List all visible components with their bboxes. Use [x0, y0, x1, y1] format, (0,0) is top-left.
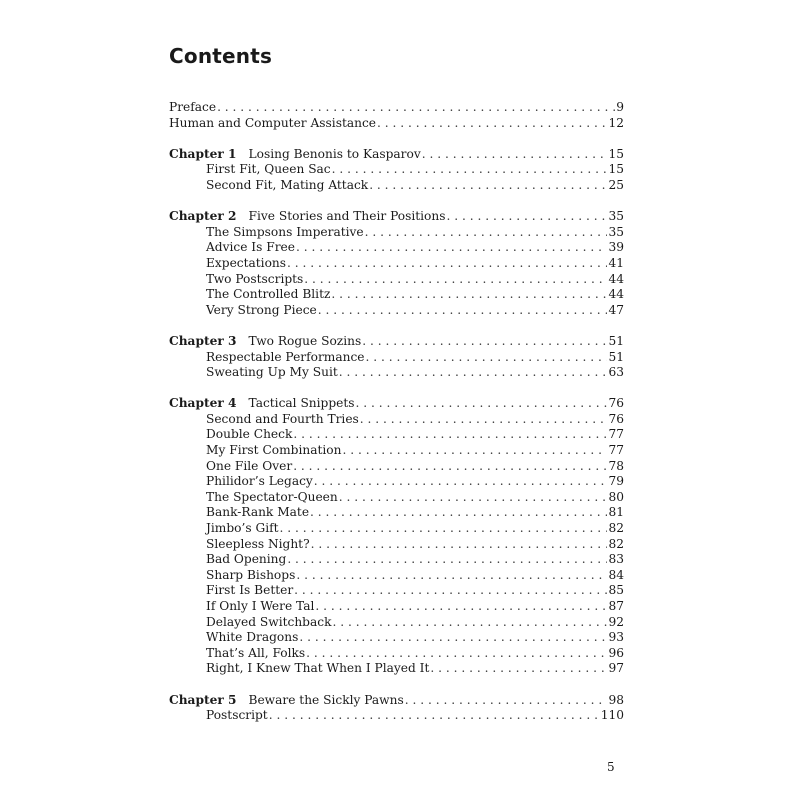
section-gap	[169, 677, 624, 693]
toc-section-label: Jimbo’s Gift	[206, 521, 279, 536]
toc-section-label: Sleepless Night?	[206, 536, 310, 551]
toc-section-entry	[169, 552, 624, 568]
chapter-title: Two Rogue Sozins	[248, 333, 362, 348]
chapter-title: Tactical Snippets	[248, 396, 355, 411]
toc-section-page: 80	[608, 489, 624, 504]
chapter-number: Chapter 3	[169, 333, 237, 348]
toc-entry-label: Preface	[169, 100, 217, 114]
toc-section-label: Sweating Up My Suit	[206, 365, 338, 380]
toc-section-label: First Fit, Queen Sac	[206, 162, 331, 177]
toc-section-label: The Controlled Blitz	[206, 287, 331, 302]
chapter-heading	[169, 147, 624, 163]
toc-section-entry	[169, 583, 624, 599]
toc-section-entry	[169, 568, 624, 584]
chapter-page: 76	[608, 396, 624, 411]
chapter-number: Chapter 1	[169, 146, 237, 161]
dot-leader	[296, 568, 607, 584]
toc-section-entry	[169, 287, 624, 303]
dot-leader	[299, 630, 607, 646]
table-of-contents	[169, 100, 624, 724]
dot-leader	[304, 272, 607, 288]
toc-section-label: That’s All, Folks	[206, 645, 306, 660]
dot-leader	[269, 708, 600, 724]
toc-section-entry	[169, 490, 624, 506]
toc-section-entry	[169, 459, 624, 475]
toc-section-page: 63	[608, 365, 624, 380]
toc-section-page: 81	[608, 505, 624, 520]
dot-leader	[293, 459, 607, 475]
dot-leader	[306, 646, 607, 662]
toc-section-label: Bad Opening	[206, 552, 287, 567]
chapter-heading	[169, 209, 624, 225]
chapter-heading-label	[169, 396, 355, 412]
toc-section-page: 84	[608, 567, 624, 582]
dot-leader	[342, 443, 607, 459]
chapter-page: 51	[608, 333, 624, 348]
dot-leader	[366, 350, 608, 366]
toc-section-entry	[169, 661, 624, 677]
dot-leader	[332, 162, 608, 178]
toc-section-label: Philidor’s Legacy	[206, 474, 313, 489]
toc-section-page: 15	[608, 162, 624, 177]
dot-leader	[369, 178, 607, 194]
chapter-page: 98	[608, 692, 624, 707]
dot-leader	[339, 365, 608, 381]
toc-section-page: 83	[608, 552, 624, 567]
toc-section-label: Expectations	[206, 255, 287, 270]
section-gap	[169, 194, 624, 210]
toc-section-entry	[169, 225, 624, 241]
dot-leader	[314, 474, 608, 490]
toc-section-entry	[169, 272, 624, 288]
dot-leader	[405, 693, 608, 709]
toc-section-label: Delayed Switchback	[206, 614, 332, 629]
toc-section-page: 35	[608, 224, 624, 239]
toc-section-entry	[169, 178, 624, 194]
toc-section-page: 25	[608, 177, 624, 192]
toc-section-label: Postscript	[206, 708, 268, 723]
toc-section-entry	[169, 240, 624, 256]
dot-leader	[422, 147, 608, 163]
toc-section-page: 82	[608, 521, 624, 536]
toc-section-label: The Spectator-Queen	[206, 489, 338, 504]
toc-section-entry	[169, 443, 624, 459]
toc-section-page: 44	[608, 271, 624, 286]
toc-section-entry	[169, 365, 624, 381]
toc-section-label: Two Postscripts	[206, 271, 304, 286]
toc-section-entry	[169, 599, 624, 615]
toc-section-entry	[169, 412, 624, 428]
chapter-heading	[169, 334, 624, 350]
dot-leader	[365, 225, 608, 241]
chapter-title: Five Stories and Their Positions	[248, 209, 446, 224]
dot-leader	[356, 396, 608, 412]
toc-section-page: 76	[608, 411, 624, 426]
toc-section-page: 47	[608, 302, 624, 317]
toc-section-label: Right, I Knew That When I Played It	[206, 661, 430, 676]
toc-entry	[169, 100, 624, 116]
toc-section-entry	[169, 427, 624, 443]
dot-leader	[360, 412, 608, 428]
toc-section-label: Second and Fourth Tries	[206, 411, 359, 426]
toc-section-page: 85	[608, 583, 624, 598]
dot-leader	[280, 521, 608, 537]
dot-leader	[447, 209, 608, 225]
toc-section-page: 41	[608, 255, 624, 270]
toc-section-entry	[169, 303, 624, 319]
chapter-number: Chapter 5	[169, 692, 237, 707]
dot-leader	[311, 537, 608, 553]
toc-section-page: 92	[608, 614, 624, 629]
toc-section-label: Bank-Rank Mate	[206, 505, 310, 520]
dot-leader	[293, 427, 607, 443]
toc-section-entry	[169, 350, 624, 366]
dot-leader	[296, 240, 608, 256]
dot-leader	[430, 661, 607, 677]
dot-leader	[294, 583, 607, 599]
toc-section-entry	[169, 162, 624, 178]
toc-section-page: 78	[608, 458, 624, 473]
dot-leader	[331, 287, 607, 303]
toc-section-page: 79	[608, 474, 624, 489]
page-title: Contents	[169, 44, 273, 68]
toc-section-label: Very Strong Piece	[206, 302, 317, 317]
toc-section-page: 77	[608, 443, 624, 458]
chapter-heading-label	[169, 147, 421, 163]
toc-section-label: If Only I Were Tal	[206, 599, 315, 613]
toc-entry-page: 9	[616, 100, 624, 114]
chapter-page: 15	[608, 146, 624, 161]
chapter-page: 35	[608, 209, 624, 224]
toc-section-entry	[169, 630, 624, 646]
toc-section-page: 82	[608, 536, 624, 551]
toc-section-label: Respectable Performance	[206, 349, 365, 364]
toc-entry	[169, 116, 624, 132]
chapter-heading-label	[169, 209, 446, 225]
page-folio: 5	[607, 760, 615, 774]
chapter-heading-label	[169, 693, 404, 709]
toc-section-page: 97	[608, 661, 624, 676]
section-gap	[169, 318, 624, 334]
dot-leader	[362, 334, 607, 350]
toc-section-label: White Dragons	[206, 630, 299, 645]
chapter-heading	[169, 396, 624, 412]
toc-section-label: Advice Is Free	[206, 240, 295, 255]
toc-section-page: 93	[608, 630, 624, 645]
toc-section-entry	[169, 521, 624, 537]
toc-section-label: Double Check	[206, 427, 293, 442]
toc-section-page: 87	[608, 599, 624, 613]
toc-section-label: One File Over	[206, 458, 293, 473]
dot-leader	[339, 490, 608, 506]
chapter-title: Beware the Sickly Pawns	[248, 692, 404, 707]
toc-section-page: 110	[600, 708, 624, 723]
dot-leader	[377, 116, 607, 132]
dot-leader	[310, 505, 607, 521]
toc-section-page: 77	[608, 427, 624, 442]
chapter-heading-label	[169, 334, 361, 350]
dot-leader	[315, 599, 607, 615]
toc-section-label: Second Fit, Mating Attack	[206, 177, 369, 192]
dot-leader	[332, 615, 607, 631]
chapter-number: Chapter 4	[169, 396, 237, 411]
section-gap	[169, 381, 624, 397]
toc-entry-page: 12	[608, 115, 624, 130]
toc-section-entry	[169, 505, 624, 521]
toc-section-page: 51	[608, 349, 624, 364]
dot-leader	[217, 100, 615, 116]
section-gap	[169, 131, 624, 147]
chapter-title: Losing Benonis to Kasparov	[248, 146, 421, 161]
toc-section-entry	[169, 256, 624, 272]
toc-section-label: My First Combination	[206, 443, 342, 458]
toc-section-entry	[169, 615, 624, 631]
toc-section-page: 96	[608, 645, 624, 660]
toc-section-label: Sharp Bishops	[206, 567, 296, 582]
toc-section-label: First Is Better	[206, 583, 294, 598]
toc-section-page: 39	[608, 240, 624, 255]
dot-leader	[287, 256, 607, 272]
dot-leader	[287, 552, 607, 568]
toc-section-page: 44	[608, 287, 624, 302]
toc-section-label: The Simpsons Imperative	[206, 224, 364, 239]
toc-entry-label: Human and Computer Assistance	[169, 115, 377, 130]
chapter-number: Chapter 2	[169, 209, 237, 224]
toc-section-entry	[169, 646, 624, 662]
toc-section-entry	[169, 474, 624, 490]
chapter-heading	[169, 693, 624, 709]
dot-leader	[318, 303, 608, 319]
toc-section-entry	[169, 708, 624, 724]
chapter-list	[169, 131, 624, 724]
toc-section-entry	[169, 537, 624, 553]
